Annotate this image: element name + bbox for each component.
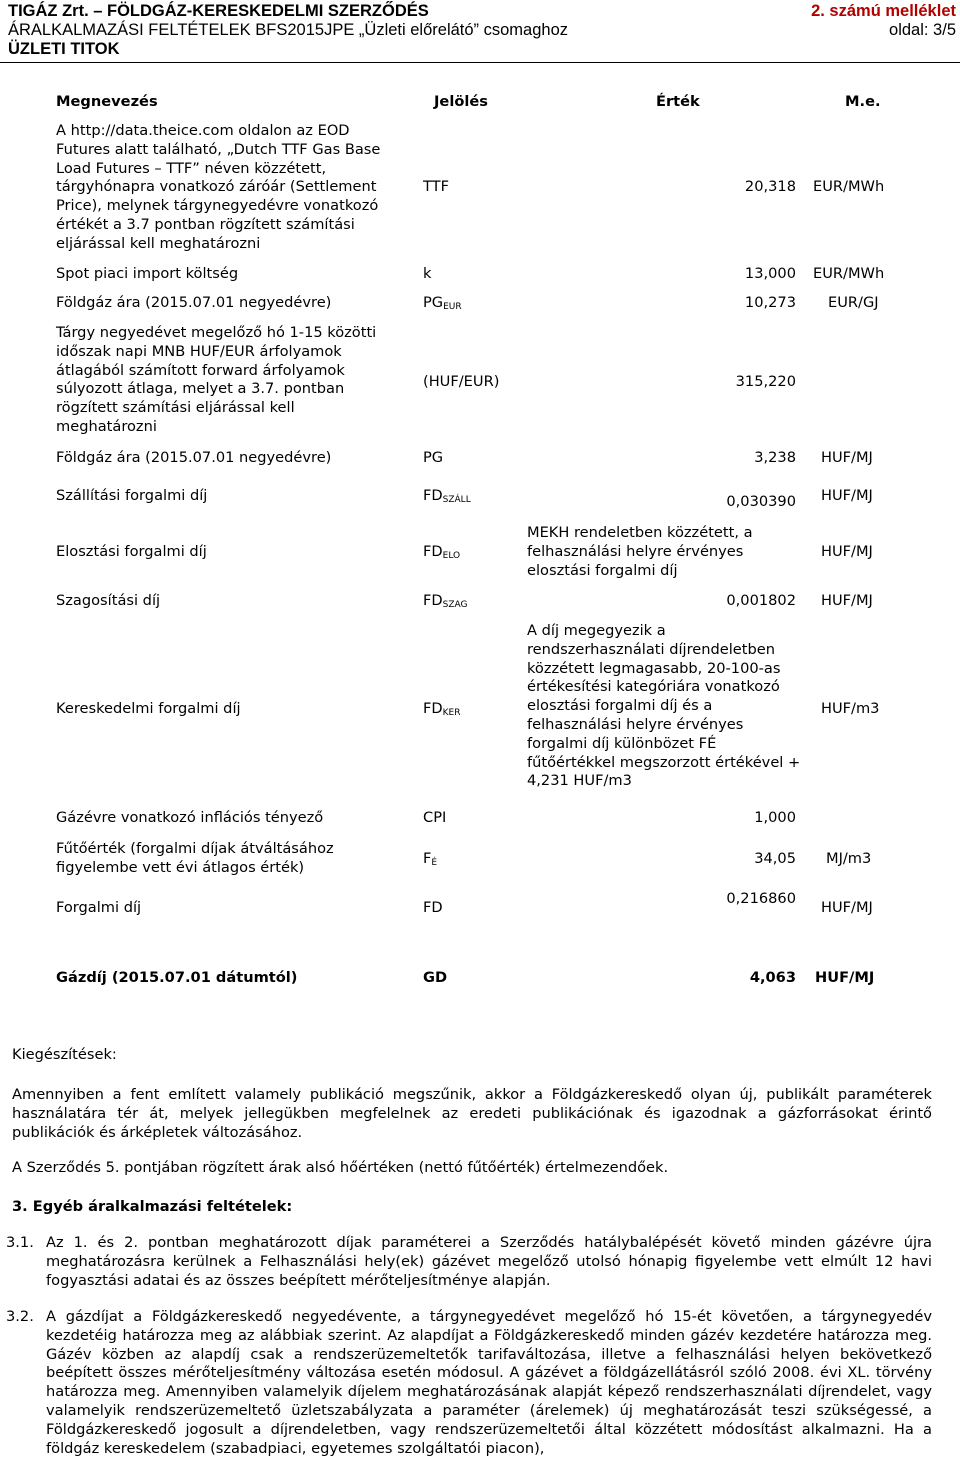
section-title: 3. Egyéb áralkalmazási feltételek: — [12, 1198, 293, 1215]
row-value: 0,030390 — [726, 493, 796, 510]
row-unit: HUF/MJ — [821, 449, 873, 466]
row-value: 34,05 — [754, 850, 796, 867]
col-header-symbol: Jelölés — [434, 93, 488, 110]
row-unit: HUF/m3 — [821, 700, 880, 717]
total-name: Gázdíj (2015.07.01 dátumtól) — [56, 969, 298, 986]
row-symbol: PG — [423, 449, 444, 466]
row-unit: HUF/MJ — [821, 592, 873, 609]
row-symbol: (HUF/EUR) — [423, 373, 500, 390]
row-name: Gázévre vonatkozó inflációs tényező — [56, 809, 324, 826]
row-name: Elosztási forgalmi díj — [56, 543, 207, 560]
document-subtitle: ÁRALKALMAZÁSI FELTÉTELEK BFS2015JPE „Üzleti előrelátó” csomaghoz — [8, 21, 569, 39]
row-value: 3,238 — [754, 449, 796, 466]
row-name: Fűtőérték (forgalmi díjak átváltásához figyelembe vett évi átlagos érték) — [56, 840, 334, 876]
row-value: 0,001802 — [726, 592, 796, 609]
row-symbol: FDELO — [423, 543, 461, 561]
row-value: MEKH rendeletben közzétett, a felhasználási helyre érvényes elosztási forgalmi díj — [527, 524, 753, 579]
row-name: A http://data.theice.com oldalon az EOD Futures alatt található, „Dutch TTF Gas Base Load Futures – TTF” néven közzétett, tárgyhónapra vonatkozó záróár (Settlement Price), melynek tárgynegyedévre vonatkozó értékét a 3.7 pontban rögzített számítási eljárással kell meghatározni — [56, 122, 381, 252]
total-symbol: GD — [423, 969, 448, 986]
row-symbol: PGEUR — [423, 294, 462, 312]
supplements-paragraph: Amennyiben a fent említett valamely publikáció megszűnik, akkor a Földgázkereskedő olyan új, publikált paraméterek használatára tér át, melyek jellegükben megfelelnek az eredeti publikációnak és igazodnak a gázforrásokat érintő publikációk és árképletek változásához. — [12, 1086, 932, 1141]
row-unit: EUR/MWh — [813, 265, 885, 282]
row-value: 20,318 — [744, 178, 796, 195]
row-name: Földgáz ára (2015.07.01 negyedévre) — [56, 294, 332, 311]
row-symbol: FDSZÁLL — [423, 487, 471, 505]
row-unit: EUR/GJ — [828, 294, 879, 311]
supplements-paragraph: A Szerződés 5. pontjában rögzített árak alsó hőértéken (nettó fűtőérték) értelmezendőek. — [12, 1159, 669, 1176]
row-name: Tárgy negyedévet megelőző hó 1-15 közötti időszak napi MNB HUF/EUR árfolyamok átlagából számított forward árfolyamok súlyozott átlaga, melyet a 3.7. pontban rögzített számítási eljárással kell meghatározni — [56, 324, 377, 435]
row-unit: HUF/MJ — [821, 543, 873, 560]
row-symbol: k — [423, 265, 432, 282]
total-unit: HUF/MJ — [815, 969, 875, 986]
header-divider — [0, 62, 960, 63]
row-symbol: FÉ — [423, 850, 438, 868]
row-symbol: CPI — [423, 809, 447, 826]
row-unit: MJ/m3 — [826, 850, 872, 867]
row-value: 0,216860 — [726, 890, 796, 907]
row-unit: HUF/MJ — [821, 899, 873, 916]
row-name: Földgáz ára (2015.07.01 negyedévre) — [56, 449, 332, 466]
page-number: oldal: 3/5 — [889, 21, 956, 39]
row-value: A díj megegyezik a rendszerhasználati díjrendeletben közzétett legmagasabb, 20-100-as értékesítési kategóriára vonatkozó elosztási forgalmi díj és a felhasználási helyre érvényes forgalmi díj különbözet FÉ fűtőértékkel megszorzott értékével + 4,231 HUF/m3 — [527, 622, 801, 790]
row-symbol: FD — [423, 899, 443, 916]
row-name: Kereskedelmi forgalmi díj — [56, 700, 241, 717]
row-name: Forgalmi díj — [56, 899, 142, 916]
document-title: TIGÁZ Zrt. – FÖLDGÁZ-KERESKEDELMI SZERZŐDÉS — [8, 2, 429, 20]
col-header-value: Érték — [656, 93, 700, 110]
row-symbol: TTF — [423, 178, 449, 195]
col-header-name: Megnevezés — [56, 93, 158, 110]
confidential-label: ÜZLETI TITOK — [8, 40, 120, 58]
row-name: Szagosítási díj — [56, 592, 161, 609]
row-name: Szállítási forgalmi díj — [56, 487, 208, 504]
total-value: 4,063 — [749, 969, 796, 986]
row-value: 315,220 — [735, 373, 796, 390]
list-item-text: A gázdíjat a Földgázkereskedő negyedévente, a tárgynegyedévet megelőző hó 15-ét követően, a tárgynegyedév kezdetéig határozza meg az alábbiak szerint. Az alapdíjat a Földgázkereskedő minden gázév kezdetére határozza meg. Gázév közben az alapdíj csak a rendszerüzemeltetők tarifaváltozása, illetve a felhasználási helyen bekövetkező beépített összes mérőteljesítmény változása esetén módosul. A gázévet a földgázellátásról szóló 2008. évi XL. törvény határozza meg. Amennyiben valamelyik díjelem meghatározásának alapját képező rendszerhasználati díjrendelet, vagy valamelyik rendszerüzemeltető üzletszabályzata a paraméter (árelemek) új meghatározását teszi szükségessé, a Földgázkereskedő jogosult a díjrendeletben, vagy rendszerüzemeltetői által közzétett módosítást alkalmazni. Ha a földgáz kereskedelem (szabadpiaci, egyetemes szolgáltatói piacon), — [46, 1308, 932, 1457]
col-header-unit: M.e. — [845, 93, 881, 110]
row-unit: HUF/MJ — [821, 487, 873, 504]
list-item-number: 3.1. — [6, 1234, 34, 1251]
row-symbol: FDKER — [423, 700, 461, 718]
row-value: 13,000 — [744, 265, 796, 282]
row-value: 1,000 — [754, 809, 796, 826]
supplements-title: Kiegészítések: — [12, 1046, 117, 1063]
row-symbol: FDSZAG — [423, 592, 468, 610]
annex-label: 2. számú melléklet — [811, 2, 956, 20]
row-value: 10,273 — [744, 294, 796, 311]
row-name: Spot piaci import költség — [56, 265, 239, 282]
list-item-number: 3.2. — [6, 1308, 34, 1325]
row-unit: EUR/MWh — [813, 178, 885, 195]
list-item-text: Az 1. és 2. pontban meghatározott díjak paraméterei a Szerződés hatálybalépését követő minden gázévre újra meghatározásra kerülnek a Felhasználási hely(ek) gázévet megelőző utolsó hónapig figyelembe vett elmúlt 12 havi fogyasztási adatai és az összes beépített mérőteljesítménye alapján. — [46, 1234, 932, 1289]
